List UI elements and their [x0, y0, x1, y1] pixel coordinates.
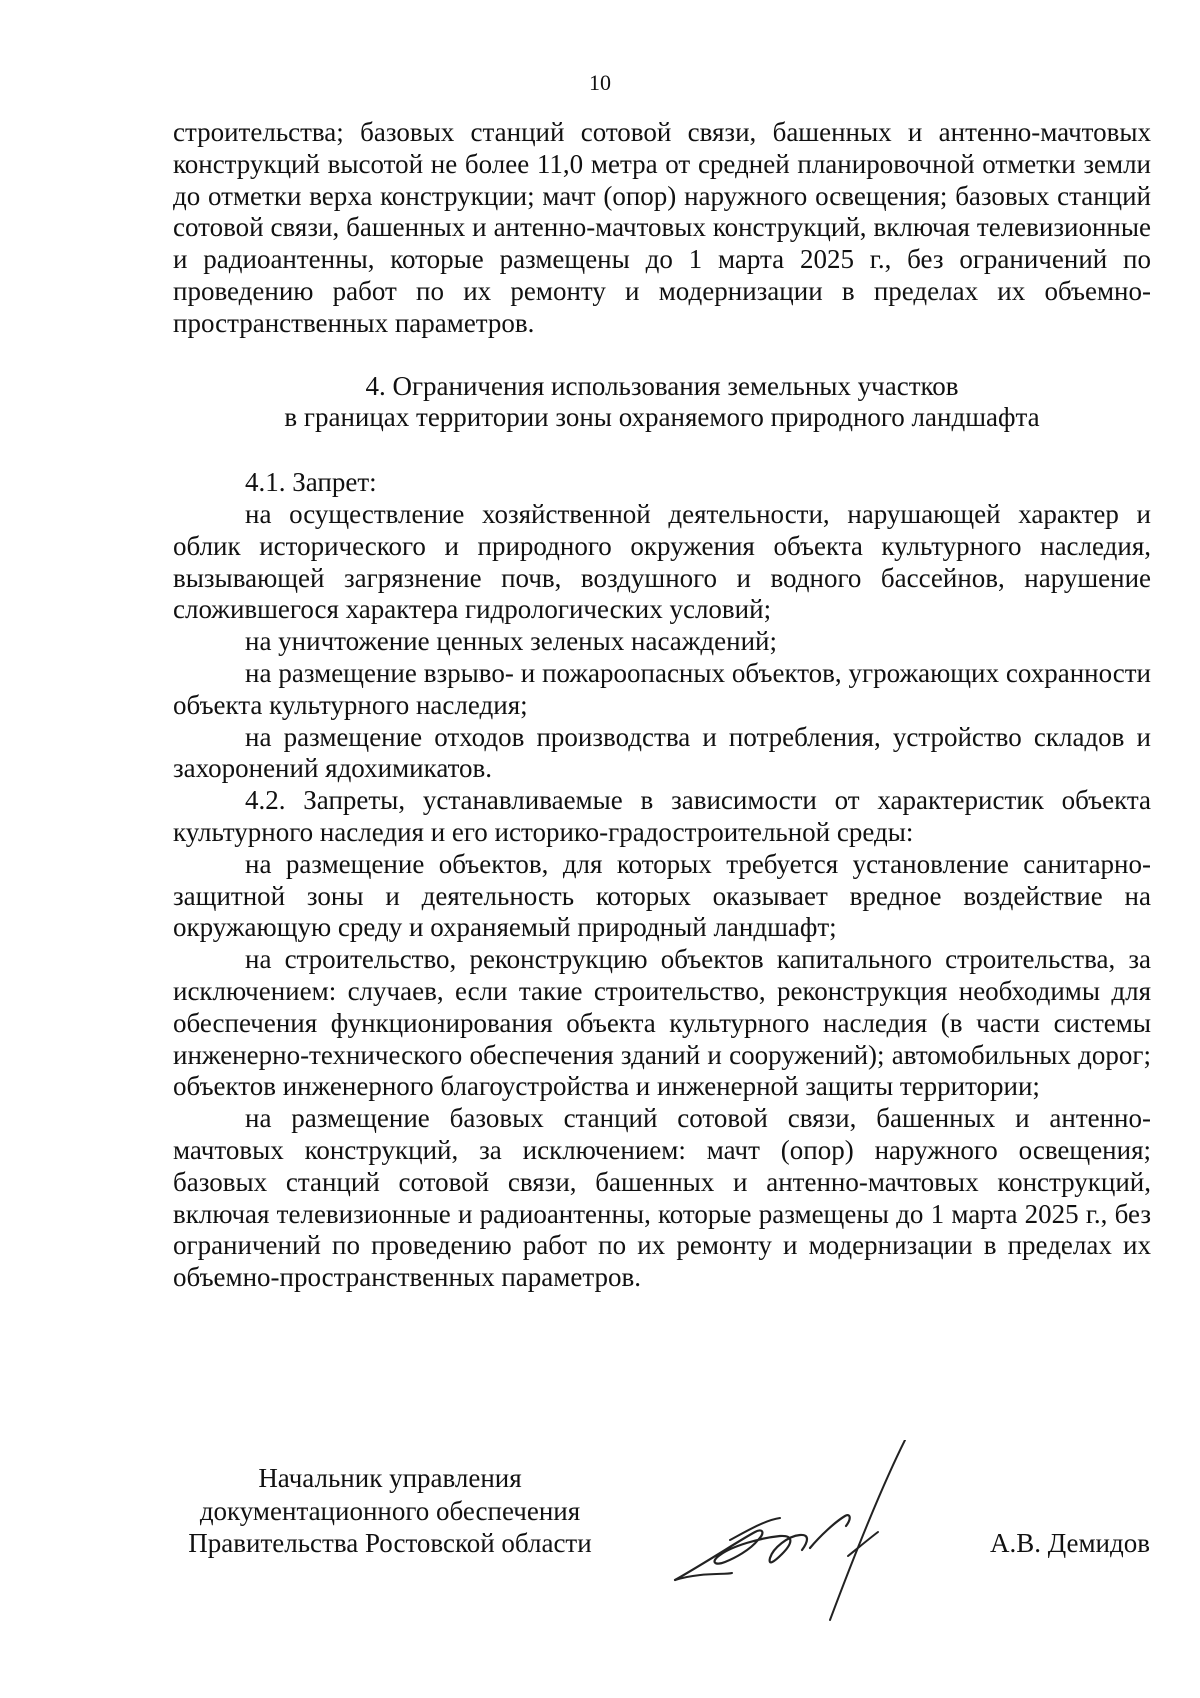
section-heading: [173, 371, 1151, 435]
clause-4-1-item: на уничтожение ценных зеленых насаждений;: [245, 626, 777, 657]
clause-4-1-item: на размещение отходов производства и потребления, устройство складов и захоронений ядохимикатов.: [173, 721, 1151, 784]
signatory-title-line-3: Правительства Ростовской области: [188, 1528, 592, 1558]
section-heading-line-1: 4. Ограничения использования земельных участков: [365, 370, 959, 401]
signatory-title-line-1: Начальник управления: [258, 1463, 522, 1493]
clause-4-2-item: на строительство, реконструкцию объектов капитального строительства, за исключением: случаев, если такие строительство, реконструкция необходимы для обеспечения функционирования объекта культурного наследия (в части системы инженерно-технического обеспечения зданий и сооружений); автомобильных дорог; объектов инженерного благоустройства и инженерной защиты территории;: [173, 944, 1151, 1102]
clause-4-2-item: на размещение объектов, для которых требуется установление санитарно-защитной зоны и деятельность которых оказывает вредное воздействие на окружающую среду и охраняемый природный ландшафт;: [173, 848, 1151, 943]
signatory-name: А.В. Демидов: [989, 1528, 1150, 1558]
clause-4-1-item: на размещение взрыво- и пожароопасных объектов, угрожающих сохранности объекта культурного наследия;: [173, 657, 1151, 720]
clause-4-1-title: 4.1. Запрет:: [245, 467, 377, 498]
clause-4-2-title: 4.2. Запреты, устанавливаемые в зависимости от характеристик объекта культурного наследия и его историко-градостроительной среды:: [173, 785, 1151, 847]
clause-4-1-item: на осуществление хозяйственной деятельности, нарушающей характер и облик исторического и природного окружения объекта культурного наследия, вызывающей загрязнение почв, воздушного и водного бассейнов, нарушение сложившегося характера гидрологических условий;: [173, 498, 1151, 625]
document-body: [173, 117, 1151, 1294]
handwritten-signature: [670, 1440, 970, 1635]
signatory-title-line-2: документационного обеспечения: [199, 1495, 581, 1526]
section-heading-line-2: в границах территории зоны охраняемого природного ландшафта: [284, 402, 1040, 433]
clause-4-2-item: на размещение базовых станций сотовой связи, башенных и антенно-мачтовых конструкций, за исключением: мачт (опор) наружного освещения; базовых станций сотовой связи, башенных и антенно-мачтовых конструкций, включая телевизионные и радиоантенны, которые размещены до 1 марта 2025 г., без ограничений по проведению работ по их ремонту и модернизации в пределах их объемно-пространственных параметров.: [173, 1103, 1151, 1293]
paragraph-continuation: строительства; базовых станций сотовой связи, башенных и антенно-мачтовых конструкций высотой не более 11,0 метра от средней планировочной отметки земли до отметки верха конструкции; мачт (опор) наружного освещения; базовых станций сотовой связи, башенных и антенно-мачтовых конструкций, включая телевизионные и радиоантенны, которые размещены до 1 марта 2025 г., без ограничений по проведению работ по их ремонту и модернизации в пределах их объемно-пространственных параметров.: [173, 117, 1151, 338]
page-number: 10: [589, 70, 611, 95]
signatory-title: [160, 1462, 620, 1560]
